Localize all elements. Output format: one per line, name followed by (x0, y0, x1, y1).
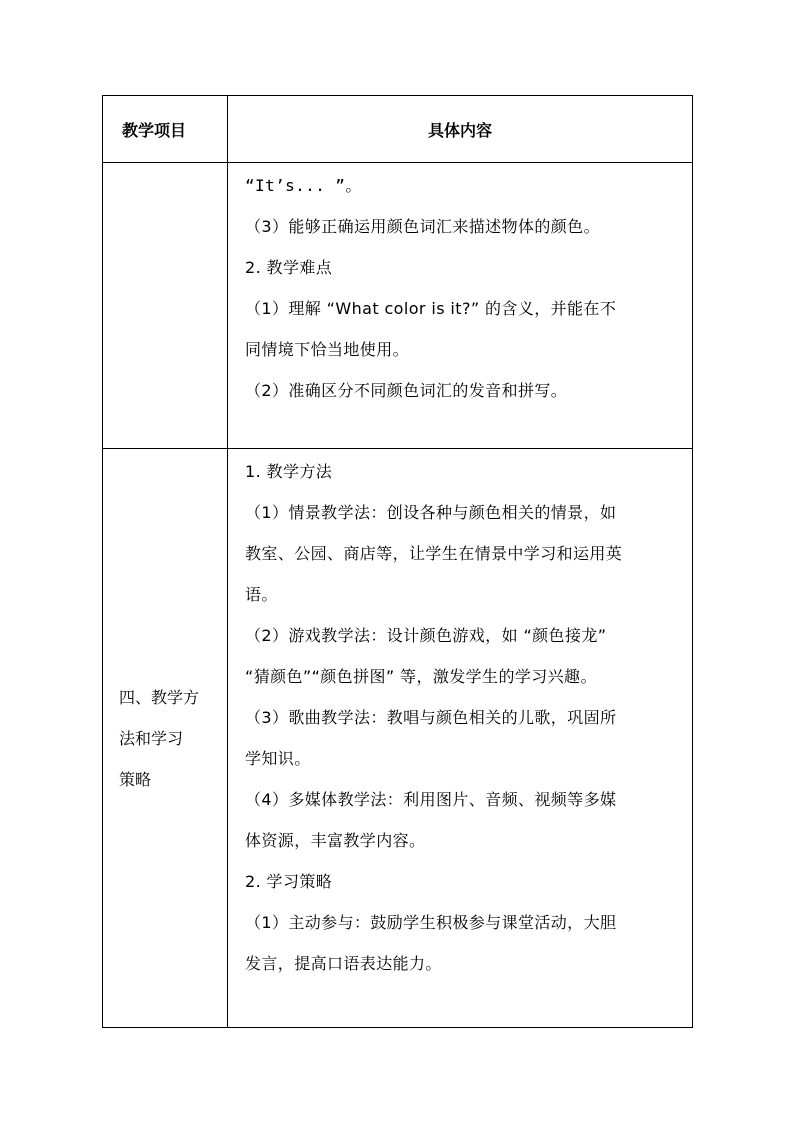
content-line: （1）情景教学法：创设各种与颜色相关的情景，如 (245, 503, 617, 522)
row1-label-cell (103, 163, 228, 449)
row2-label-line: 策略 (119, 769, 152, 789)
content-line: 同情境下恰当地使用。 (245, 340, 410, 359)
table-header-row (103, 96, 693, 163)
content-line: 体资源，丰富教学内容。 (245, 831, 426, 850)
lesson-plan-table (102, 95, 693, 1028)
row2-content-cell (228, 449, 693, 1028)
row2-label-line: 四、教学方 (119, 687, 200, 707)
content-line: 教室、公园、商店等，让学生在情景中学习和运用英 (245, 544, 623, 563)
content-line: 语。 (245, 585, 278, 604)
content-line: （4）多媒体教学法：利用图片、音频、视频等多媒 (245, 790, 617, 809)
header-teaching-item: 教学项目 (103, 96, 228, 163)
content-line: 1. 教学方法 (245, 462, 333, 481)
content-line: 2. 教学难点 (245, 258, 333, 277)
content-line: “猜颜色”“颜色拼图” 等，激发学生的学习兴趣。 (245, 667, 597, 686)
content-line: （3）歌曲教学法：教唱与颜色相关的儿歌，巩固所 (245, 708, 617, 727)
content-line: 学知识。 (245, 749, 311, 768)
row1-content-cell (228, 163, 693, 449)
row2-label-line: 法和学习 (119, 728, 184, 748)
content-line: （1）主动参与：鼓励学生积极参与课堂活动，大胆 (245, 913, 617, 932)
table-row (103, 449, 693, 1028)
header-specific-content: 具体内容 (228, 96, 693, 163)
content-line: （3）能够正确运用颜色词汇来描述物体的颜色。 (245, 217, 600, 236)
content-line: （2）准确区分不同颜色词汇的发音和拼写。 (245, 381, 568, 400)
content-line: 2. 学习策略 (245, 872, 333, 891)
content-line: “It’s... ”。 (245, 176, 362, 195)
content-line: （2）游戏教学法：设计颜色游戏，如 “颜色接龙” (245, 626, 607, 645)
table-row (103, 163, 693, 449)
content-line: 发言，提高口语表达能力。 (245, 954, 442, 973)
content-line: （1）理解 “What color is it?” 的含义，并能在不 (245, 299, 617, 318)
row2-label-cell (103, 449, 228, 1028)
